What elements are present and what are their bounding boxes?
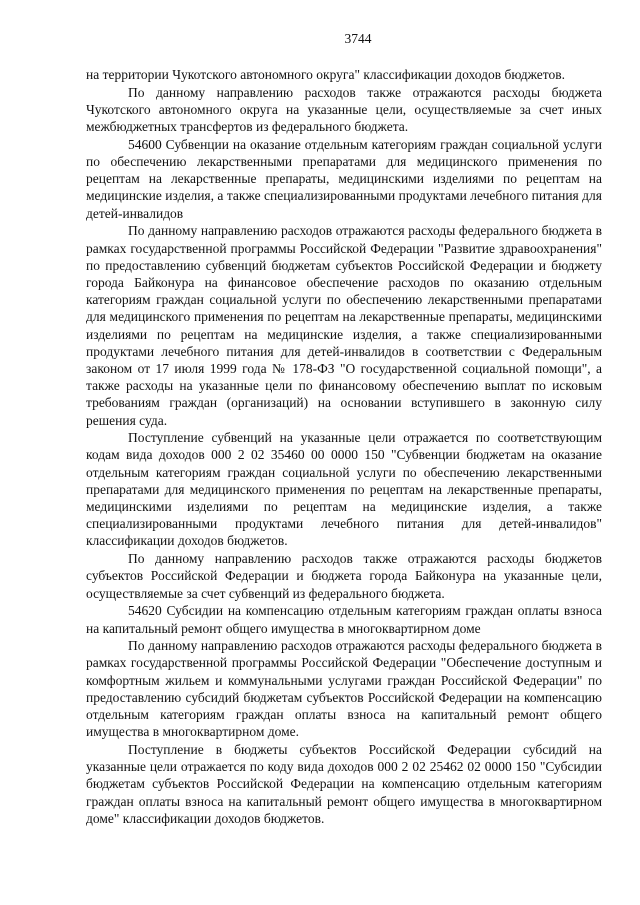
document-body	[86, 66, 602, 827]
paragraph: на территории Чукотского автономного округа" классификации доходов бюджетов.	[86, 67, 565, 82]
document-page	[86, 30, 602, 827]
page-number: 3744	[344, 31, 372, 46]
paragraph: 54620 Субсидии на компенсацию отдельным категориям граждан оплаты взноса на капитальный ремонт общего имущества в многоквартирном доме	[86, 603, 602, 636]
paragraph: Поступление в бюджеты субъектов Российской Федерации субсидий на указанные цели отражается по коду вида доходов 000 2 02 25462 02 0000 150 "Субсидии бюджетам субъектов Российской Федерации на компенсацию отдельным категориям граждан оплаты взноса на капитальный ремонт общего имущества в многоквартирном доме" классификации доходов бюджетов.	[86, 741, 602, 826]
paragraph: По данному направлению расходов также отражаются расходы бюджетов субъектов Российской Федерации и бюджета города Байконура на указанные цели, осуществляемые за счет субвенций из федерального бюджета.	[86, 551, 602, 601]
paragraph: По данному направлению расходов также отражаются расходы бюджета Чукотского автономного округа на указанные цели, осуществляемые за счет иных межбюджетных трансфертов из федерального бюджета.	[86, 84, 602, 135]
paragraph: 54600 Субвенции на оказание отдельным категориям граждан социальной услуги по обеспечению лекарственными препаратами для медицинского применения по рецептам на лекарственные препараты, медицинскими изделиями по рецептам на медицинские изделия, а также специализированными продуктами лечебного питания для детей-инвалидов	[86, 136, 602, 221]
paragraph: Поступление субвенций на указанные цели отражается по соответствующим кодам вида доходов 000 2 02 35460 00 0000 150 "Субвенции бюджетам на оказание отдельным категориям граждан социальной услуги по обеспечению лекарственными препаратами для медицинского применения по рецептам на лекарственные препараты, медицинскими изделиями по рецептам на медицинские изделия, а также специализированными продуктами лечебного питания для детей-инвалидов" классификации доходов бюджетов.	[86, 430, 602, 549]
paragraph: По данному направлению расходов отражаются расходы федерального бюджета в рамках государственной программы Российской Федерации "Развитие здравоохранения" по предоставлению субвенций бюджетам субъектов Российской Федерации и бюджету города Байконура на финансовое обеспечение расходов по оказанию отдельным категориям граждан социальной услуги по обеспечению лекарственными препаратами для медицинского применения по рецептам на лекарственные препараты, медицинскими изделиями по рецептам на медицинские изделия, а также специализированными продуктами лечебного питания для детей-инвалидов в соответствии с Федеральным законом от 17 июля 1999 года № 178-ФЗ "О государственной социальной помощи", а также расходы на указанные цели по финансовому обеспечению выплат по исковым требованиям граждан (организаций) на основании вступившего в законную силу решения суда.	[86, 223, 602, 428]
paragraph: По данному направлению расходов отражаются расходы федерального бюджета в рамках государственной программы Российской Федерации "Обеспечение доступным и комфортным жильем и коммунальными услугами граждан Российской Федерации" по предоставлению субсидий бюджетам субъектов Российской Федерации на компенсацию отдельным категориям граждан оплаты взноса на капитальный ремонт общего имущества в многоквартирном доме.	[86, 638, 602, 740]
